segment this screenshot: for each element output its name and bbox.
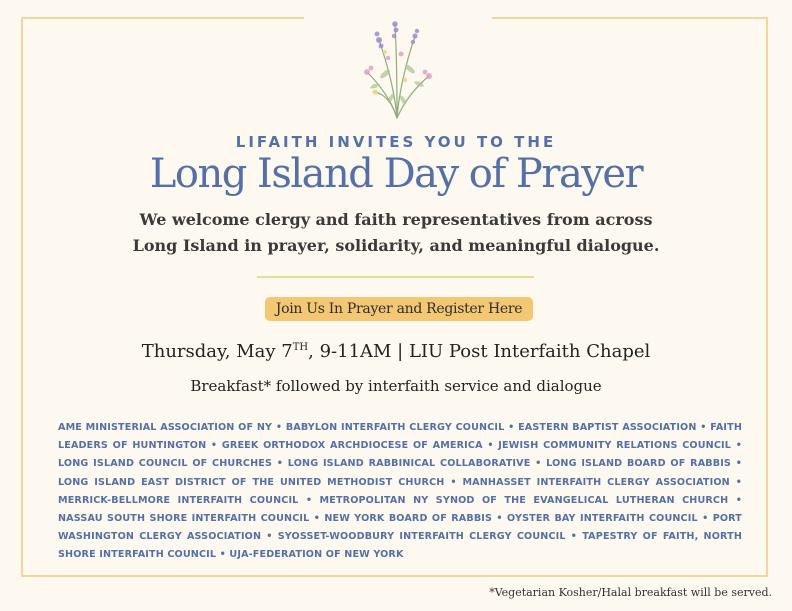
invite-kicker: LIFAITH INVITES YOU TO THE <box>235 133 557 151</box>
welcome-line-2: Long Island in prayer, solidarity, and meaningful dialogue. <box>132 236 660 255</box>
sponsor-list: AME MINISTERIAL ASSOCIATION OF NY • BABYLON INTERFAITH CLERGY COUNCIL • EASTERN BAPTIST ASSOCIATION • FAITH LEADERS OF HUNTINGTON • GREEK ORTHODOX ARCHDIOCESE OF AMERICA • JEWISH COMMUNITY RELATIONS COUNCIL • LONG ISLAND COUNCIL OF CHURCHES • LONG ISLAND RABBINICAL COLLABORATIVE • LONG ISLAND BOARD OF RABBIS • LONG ISLAND EAST DISTRICT OF THE UNITED METHODIST CHURCH • MANHASSET INTERFAITH CLERGY ASSOCIATION • MERRICK-BELLMORE INTERFAITH COUNCIL • METROPOLITAN NY SYNOD OF THE EVANGELICAL LUTHERAN CHURCH • NASSAU SOUTH SHORE INTERFAITH COUNCIL • NEW YORK BOARD OF RABBIS • OYSTER BAY INTERFAITH COUNCIL • PORT WASHINGTON CLERGY ASSOCIATION • SYOSSET-WOODBURY INTERFAITH CLERGY COUNCIL • TAPESTRY OF FAITH, NORTH SHORE INTERFAITH COUNCIL • UJA-FEDERATION OF NEW YORK <box>58 422 742 561</box>
register-button[interactable]: Join Us In Prayer and Register Here <box>265 297 533 321</box>
welcome-line-1: We welcome clergy and faith representatives from across <box>139 210 653 229</box>
divider <box>257 276 534 278</box>
footnote: *Vegetarian Kosher/Halal breakfast will be served. <box>489 586 772 599</box>
welcome-message <box>0 207 792 259</box>
flower-bouquet-icon <box>355 14 439 124</box>
page-title: Long Island Day of Prayer <box>149 151 643 197</box>
event-time-location: , 9-11AM | LIU Post Interfaith Chapel <box>308 341 651 362</box>
event-details <box>0 341 792 362</box>
event-date: Thursday, May 7 <box>141 341 293 362</box>
date-ordinal: TH <box>292 342 309 353</box>
breakfast-note: Breakfast* followed by interfaith service and dialogue <box>190 377 602 395</box>
